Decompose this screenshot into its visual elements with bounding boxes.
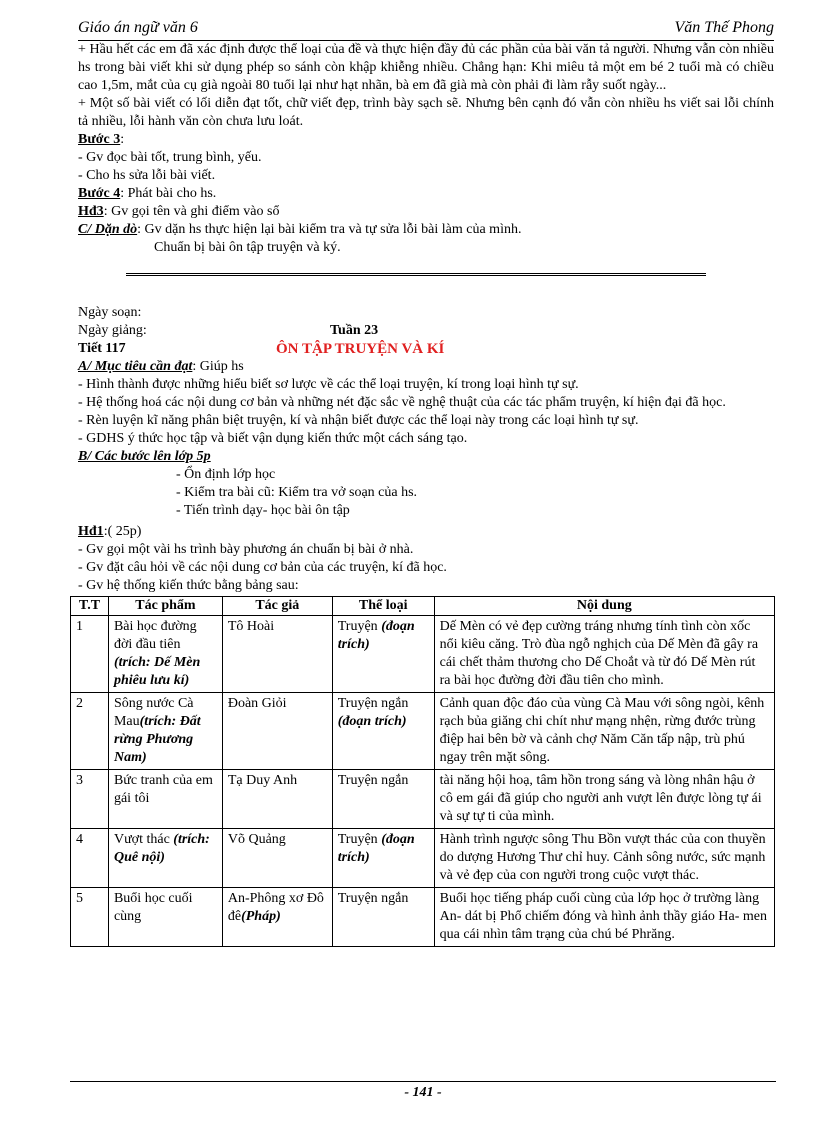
hd1-item: - Gv gọi một vài hs trình bày phương án chuẩn bị bài ở nhà. xyxy=(78,542,414,557)
a-label: A/ Mục tiêu cần đạt xyxy=(78,359,193,374)
page-footer xyxy=(70,1081,776,1101)
col-header-work: Tác phẩm xyxy=(108,597,222,616)
hd3-label: Hđ3 xyxy=(78,204,104,219)
step3-line: Bước 3: xyxy=(78,132,125,147)
paragraph-1: + Hầu hết các em đã xác định được thể loại của đề và thực hiện đầy đủ các phần của bài văn tả người. Nhưng vẫn còn nhiều hs trong bài viết khi sử dụng phép so sánh còn khập khiễng nhiều. Chẳng hạn: Khi miêu tả một em bé 2 tuổi mà có chiều cao 1,5m, mắt của cụ già ngoài 80 tuổi lại như hạt nhãn, bà em đã già mà còn phải đi làm rẫy suốt ngày... xyxy=(78,42,774,93)
c-label: C/ Dặn dò xyxy=(78,222,138,237)
table-row: 5 Buổi học cuối cùng An-Phông xơ Đô đê(Pháp) Truyện ngắn Buổi học tiếng pháp cuối cùng của lớp học ở trường làng An- dát bị Phổ chiếm đóng và hình ảnh thầy giáo Ha- men qua cái nhìn tâm trạng của chú bé Phrăng. xyxy=(71,888,775,947)
col-header-author: Tác giả xyxy=(222,597,332,616)
header-right: Văn Thế Phong xyxy=(674,19,774,36)
table-row: 4 Vượt thác (trích: Quê nội) Võ Quảng Truyện (đoạn trích) Hành trình ngược sông Thu Bồn vượt thác của con thuyền do dượng Hương Thư chỉ huy. Cảnh sông nước, sức mạnh và vẻ đẹp của con người trong cuộc vượt thác. xyxy=(71,829,775,888)
col-header-content: Nội dung xyxy=(434,597,774,616)
tuan-label: Tuần 23 xyxy=(330,323,379,338)
tiet-label: Tiết 117 xyxy=(78,341,126,356)
table-row: 1 Bài học đường đời đầu tiên (trích: Dế Mèn phiêu lưu kí) Tô Hoài Truyện (đoạn trích) Dế Mèn có vẻ đẹp cường tráng nhưng tính tình còn xốc nổi kiêu căng. Trò đùa ngỗ nghịch của Dế Mèn đã gây ra cái chết thảm thương cho Dế Choắt và từ đó Dế Mèn rút ra bài học đường đời đầu tiên cho mình. xyxy=(71,616,775,693)
table-row: 2 Sông nước Cà Mau(trích: Đất rừng Phương Nam) Đoàn Giỏi Truyện ngắn (đoạn trích) Cảnh quan độc đáo của vùng Cà Mau với sông ngòi, kênh rạch bủa giăng chi chít như mạng nhện, rừng đước trùng điệp hai bên bờ và cảnh chợ Năm Căn tấp nập, trù phú ngay trên mặt sông. xyxy=(71,693,775,770)
a-item: - Hệ thống hoá các nội dung cơ bản và những nét đặc sắc về nghệ thuật của các tác phẩm truyện, kí hiện đại đã học. xyxy=(78,395,726,410)
lesson-title: ÔN TẬP TRUYỆN VÀ KÍ xyxy=(276,341,445,357)
b-item: - Kiểm tra bài cũ: Kiểm tra vở soạn của hs. xyxy=(176,485,418,500)
header-left: Giáo án ngữ văn 6 xyxy=(78,19,198,36)
c-line: C/ Dặn dò: Gv dặn hs thực hiện lại bài kiểm tra và tự sửa lỗi bài làm của mình. xyxy=(78,222,522,237)
ngay-soan: Ngày soạn: xyxy=(78,305,142,320)
page-number: - 141 - xyxy=(404,1085,442,1100)
a-line: A/ Mục tiêu cần đạt: Giúp hs xyxy=(78,359,244,374)
step3-item-1: - Gv đọc bài tốt, trung bình, yếu. xyxy=(78,150,262,165)
table-header-row xyxy=(71,597,775,616)
summary-table xyxy=(70,596,775,947)
b-line xyxy=(78,448,774,466)
hd1-item: - Gv hệ thống kiến thức bằng bảng sau: xyxy=(78,578,299,593)
page-header xyxy=(78,18,774,41)
b-label: B/ Các bước lên lớp 5p xyxy=(78,449,211,464)
hd1-item: - Gv đặt câu hỏi về các nội dung cơ bản của các truyện, kí đã học. xyxy=(78,560,447,575)
step3-label: Bước 3 xyxy=(78,132,121,147)
step3-item-2: - Cho hs sửa lỗi bài viết. xyxy=(78,168,216,183)
paragraph-2: + Một số bài viết có lối diễn đạt tốt, chữ viết đẹp, trình bày sạch sẽ. Nhưng bên cạnh đó vẫn còn nhiều hs viết sai lỗi chính tả nhiều, lỗi hành văn còn chưa lưu loát. xyxy=(78,96,774,129)
hd1-label: Hđ1 xyxy=(78,524,104,539)
step4-line: Bước 4: Phát bài cho hs. xyxy=(78,186,217,201)
hd3-line: Hđ3: Gv gọi tên và ghi điểm vào sổ xyxy=(78,204,280,219)
c-line-2: Chuẩn bị bài ôn tập truyện và ký. xyxy=(154,240,341,255)
a-item: - Hình thành được những hiểu biết sơ lược về các thể loại truyện, kí trong loại hình tự sự. xyxy=(78,377,579,392)
document-page xyxy=(78,18,774,947)
ngay-giang-row xyxy=(78,322,774,340)
table-row: 3 Bức tranh của em gái tôi Tạ Duy Anh Truyện ngắn tài năng hội hoạ, tâm hồn trong sáng và lòng nhân hậu ở cô em gái đã giúp cho người anh vượt lên được lòng tự ái và sự tự ti của mình. xyxy=(71,770,775,829)
col-header-genre: Thể loại xyxy=(332,597,434,616)
step4-label: Bước 4 xyxy=(78,186,121,201)
a-item: - Rèn luyện kĩ năng phân biệt truyện, kí và nhận biết được các thể loại này trong các loại hình tự sự. xyxy=(78,413,639,428)
ngay-giang: Ngày giảng: xyxy=(78,323,147,338)
b-item: - Tiến trình dạy- học bài ôn tập xyxy=(176,503,350,518)
b-item: - Ổn định lớp học xyxy=(176,467,276,482)
a-item: - GDHS ý thức học tập và biết vận dụng kiến thức một cách sáng tạo. xyxy=(78,431,468,446)
tiet-row xyxy=(78,340,774,358)
hd1-line: Hđ1:( 25p) xyxy=(78,524,142,539)
col-header-tt: T.T xyxy=(71,597,109,616)
